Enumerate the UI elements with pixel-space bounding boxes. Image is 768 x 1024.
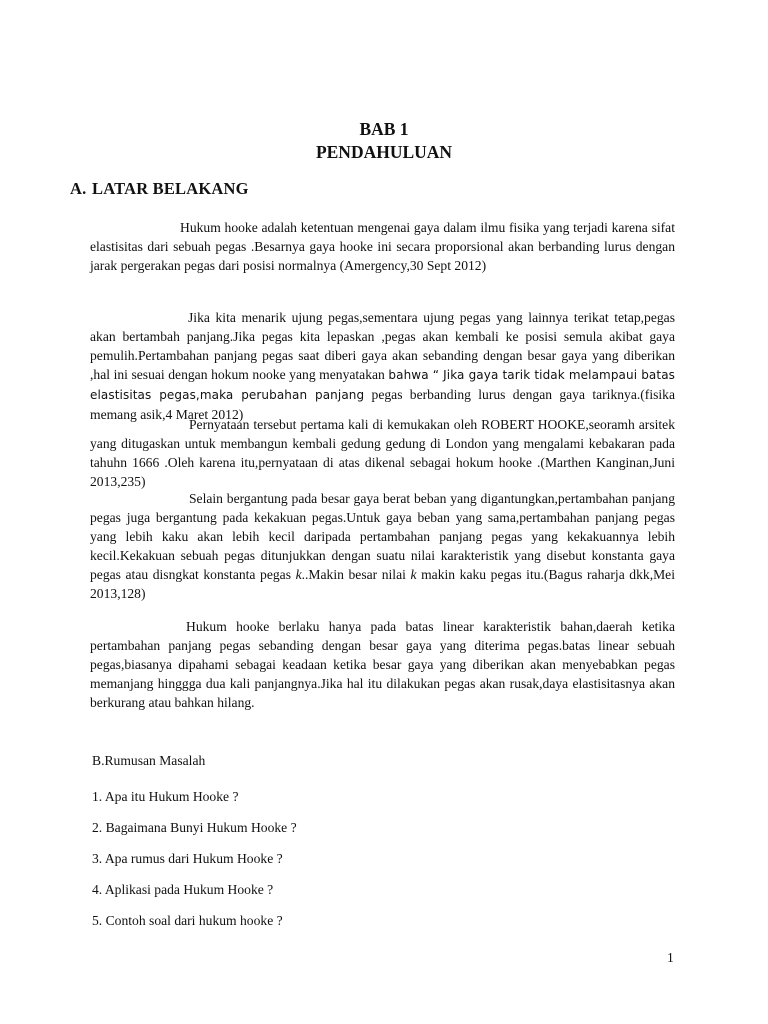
list-item: 5. Contoh soal dari hukum hooke ? (92, 913, 283, 928)
chapter-title: PENDAHULUAN (315, 142, 453, 162)
paragraph-text: makin kaku pegas itu.(Bagus raharja dkk,Mei 2013,128) (90, 567, 675, 601)
list-item: 2. Bagaimana Bunyi Hukum Hooke ? (92, 820, 297, 835)
paragraph-text: ..Makin besar nilai (301, 567, 406, 582)
paragraph-text: Jika kita menarik ujung pegas,sementara ujung pegas yang lainnya terikat tetap,pegas akan bertambah panjang.Jika pegas kita lepaskan ,pegas akan kembali ke posisi semula akibat gaya pemulih.Pertambahan panjang pegas saat diberi gaya akan sebanding dengan besar gaya yang diberikan ,hal ini sesuai dengan hokum nooke yang menyatakan (90, 310, 675, 382)
paragraph-text: Pernyataan tersebut pertama kali di kemukakan oleh ROBERT HOOKE,seoramh arsitek yang ditugaskan untuk membangun kembali gedung gedung di London yang mengalami kebakaran pada tahuhn 1666 .Oleh karena itu,pernyataan di atas dikenal sebagai hokum hooke .(Marthen Kanginan,Juni 2013,235) (90, 417, 675, 489)
list-item: 3. Apa rumus dari Hukum Hooke ? (92, 851, 283, 866)
paragraph-spring-pull (90, 308, 675, 424)
section-number: A. (70, 179, 87, 198)
paragraph-definition (90, 218, 675, 275)
page-number: 1 (667, 950, 674, 965)
paragraph-spring-constant (90, 489, 675, 603)
paragraph-robert-hooke (90, 415, 675, 491)
section-title: LATAR BELAKANG (92, 179, 249, 198)
paragraph-text: Hukum hooke berlaku hanya pada batas linear karakteristik bahan,daerah ketika pertambahan panjang pegas sebanding dengan besar gaya yang diterima pegas.batas linear sebuah pegas,biasanya dipahami sebagai keadaan ketika besar gaya yang diberikan akan menyebabkan pegas memanjang hinggga dua kali panjangnya.Jika hal itu dilakukan pegas akan rusak,daya elastisitasnya akan berkurang atau bahkan hilang. (90, 619, 675, 710)
paragraph-linear-limit (90, 617, 675, 712)
section-heading-latar-belakang (70, 179, 249, 199)
chapter-number: BAB 1 (359, 119, 409, 139)
paragraph-text: Selain bergantung pada besar gaya berat beban yang digantungkan,pertambahan panjang pegas juga bergantung pada kekakuan pegas.Untuk gaya beban yang sama,pertambahan panjang pegas yang lebih kaku akan lebih kecil daripada pertambahan panjang pegas yang kekakuannya lebih kecil.Kekakuan sebuah pegas ditunjukkan dengan suatu nilai karakteristik yang disebut konstanta gaya pegas atau disngkat konstanta pegas (90, 491, 675, 582)
paragraph-text: pegas berbanding lurus dengan gaya tariknya.(fisika memang asik,4 Maret 2012) (90, 387, 675, 422)
variable-k: k (410, 567, 417, 582)
paragraph-text: Hukum hooke adalah ketentuan mengenai gaya dalam ilmu fisika yang terjadi karena sifat elastisitas dari sebuah pegas .Besarnya gaya hooke ini secara proporsional akan berbanding lurus dengan jarak pergerakan pegas dari posisi normalnya (Amergency,30 Sept 2012) (90, 220, 675, 273)
list-item: 4. Aplikasi pada Hukum Hooke ? (92, 882, 274, 897)
section-heading-rumusan-masalah: B.Rumusan Masalah (92, 753, 206, 768)
variable-k: k (295, 567, 302, 582)
quoted-law-text: bahwa “ Jika gaya tarik tidak melampaui batas elastisitas pegas,maka perubahan panjang (90, 368, 675, 402)
list-item: 1. Apa itu Hukum Hooke ? (92, 789, 239, 804)
